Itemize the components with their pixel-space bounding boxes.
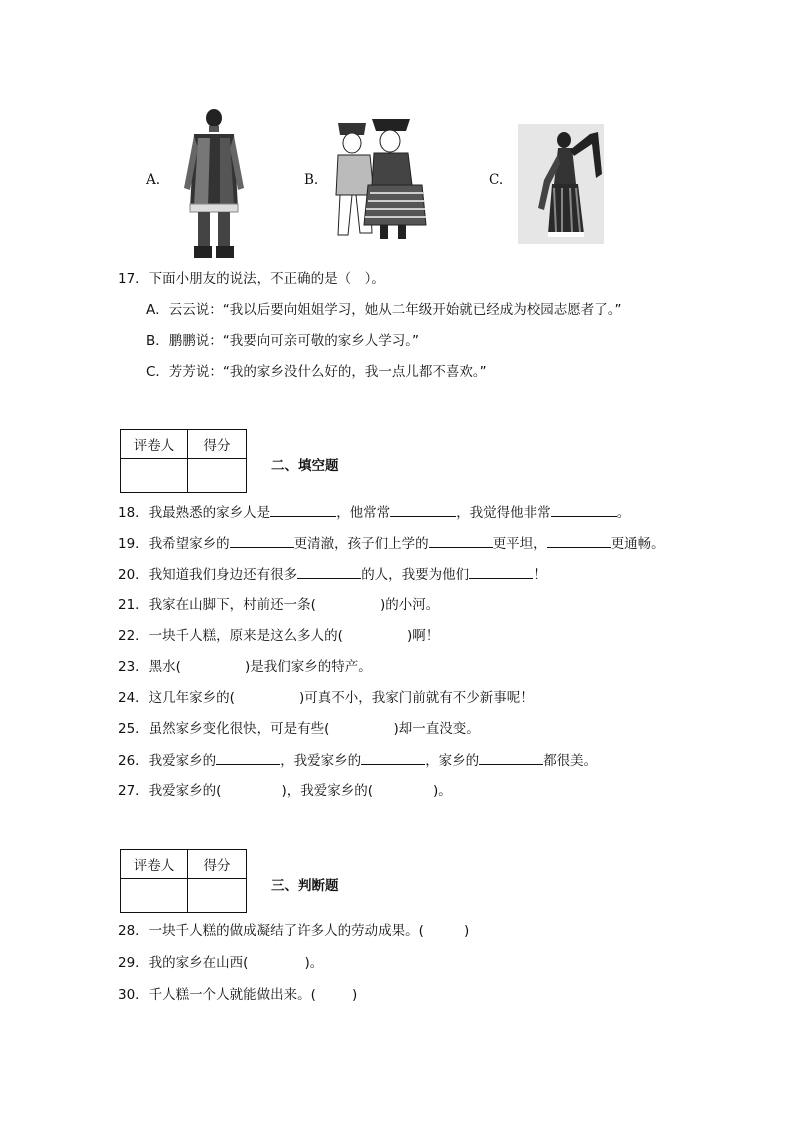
tibetan-dancer-costume-image bbox=[518, 124, 604, 244]
blank[interactable] bbox=[390, 503, 456, 517]
question-23: 23．黑水( )是我们家乡的特产。 bbox=[118, 659, 372, 675]
question-19: 19．我希望家乡的 更清澈，孩子们上学的 更平坦， 更通畅。 bbox=[118, 536, 665, 552]
question-28: 28．一块千人糕的做成凝结了许多人的劳动成果。( ) bbox=[118, 923, 470, 939]
score-header: 得分 bbox=[188, 430, 247, 459]
question-17-option-c: C．芳芳说：“我的家乡没什么好的，我一点儿都不喜欢。” bbox=[146, 364, 487, 380]
question-25: 25．虽然家乡变化很快，可是有些( )却一直没变。 bbox=[118, 721, 480, 737]
question-24: 24．这几年家乡的( )可真不小，我家门前就有不少新事呢！ bbox=[118, 690, 534, 706]
question-17-stem: 17．下面小朋友的说法，不正确的是（ ）。 bbox=[118, 271, 385, 287]
blank[interactable] bbox=[361, 751, 425, 765]
miao-couple-costume-image bbox=[332, 115, 428, 241]
question-21: 21．我家在山脚下，村前还一条( )的小河。 bbox=[118, 597, 440, 613]
blank[interactable] bbox=[297, 565, 361, 579]
option-c-label: C. bbox=[489, 172, 504, 188]
grader-header: 评卷人 bbox=[121, 430, 188, 459]
score-header: 得分 bbox=[188, 850, 247, 879]
score-cell[interactable] bbox=[188, 459, 247, 493]
score-table-section-3 bbox=[120, 849, 247, 913]
blank[interactable] bbox=[216, 751, 280, 765]
section-3-title: 三、判断题 bbox=[271, 878, 339, 894]
blank[interactable] bbox=[551, 503, 617, 517]
blank[interactable] bbox=[469, 565, 533, 579]
question-27: 27．我爱家乡的( )，我爱家乡的( )。 bbox=[118, 783, 452, 799]
question-26: 26．我爱家乡的 ，我爱家乡的 ，家乡的 都很美。 bbox=[118, 753, 598, 769]
question-29: 29．我的家乡在山西( )。 bbox=[118, 955, 324, 971]
score-table-section-2 bbox=[120, 429, 247, 493]
option-b-label: B. bbox=[304, 172, 319, 188]
blank[interactable] bbox=[479, 751, 543, 765]
section-2-title: 二、填空题 bbox=[271, 458, 339, 474]
blank[interactable] bbox=[429, 534, 493, 548]
question-17-option-a: A．云云说：“我以后要向姐姐学习，她从二年级开始就已经成为校园志愿者了。” bbox=[146, 302, 622, 318]
question-18: 18．我最熟悉的家乡人是 ，他常常 ，我觉得他非常 。 bbox=[118, 505, 631, 521]
grader-header: 评卷人 bbox=[121, 850, 188, 879]
grader-cell[interactable] bbox=[121, 879, 188, 913]
blank[interactable] bbox=[270, 503, 336, 517]
blank[interactable] bbox=[547, 534, 611, 548]
question-20: 20．我知道我们身边还有很多 的人，我要为他们 ！ bbox=[118, 567, 547, 583]
question-22: 22．一块千人糕，原来是这么多人的( )啊！ bbox=[118, 628, 440, 644]
grader-cell[interactable] bbox=[121, 459, 188, 493]
tibetan-man-costume-image bbox=[180, 108, 248, 260]
question-30: 30．千人糕一个人就能做出来。( ) bbox=[118, 987, 358, 1003]
question-17-option-b: B．鹏鹏说：“我要向可亲可敬的家乡人学习。” bbox=[146, 333, 419, 349]
option-a-label: A. bbox=[146, 172, 161, 188]
blank[interactable] bbox=[230, 534, 294, 548]
score-cell[interactable] bbox=[188, 879, 247, 913]
